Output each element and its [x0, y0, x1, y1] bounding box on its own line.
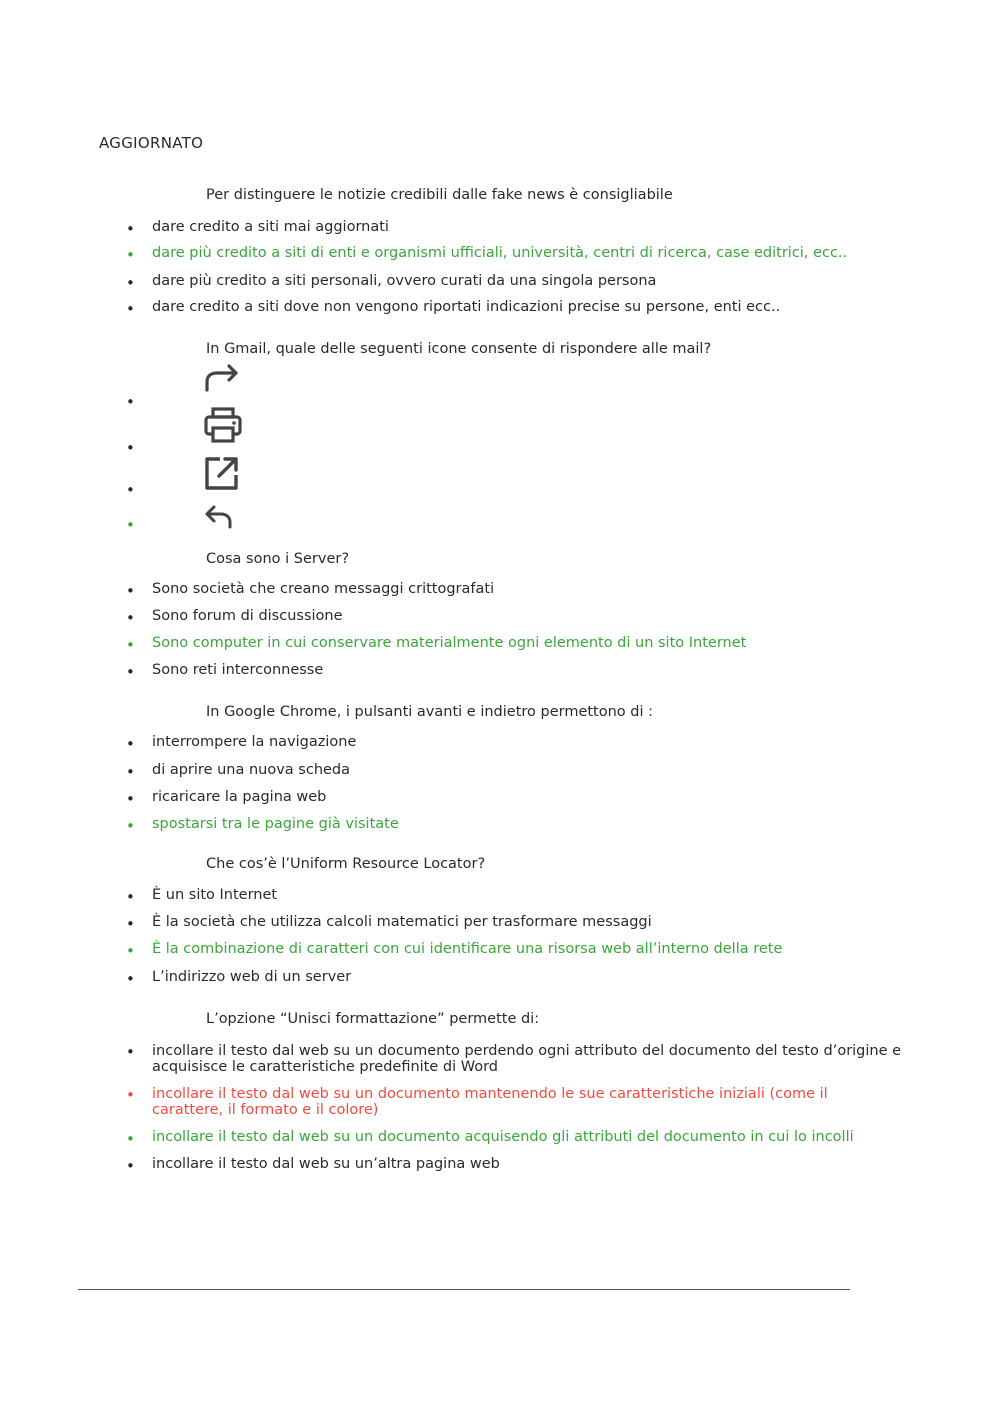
bullet: • [126, 735, 135, 753]
bullet: • [126, 393, 135, 411]
q1-answer-2-correct: dare più credito a siti di enti e organismi ufficiali, università, centri di ricerca, case editrici, ecc.. [152, 245, 848, 261]
bullet: • [126, 274, 135, 292]
question-2: In Gmail, quale delle seguenti icone consente di rispondere alle mail? [206, 341, 712, 357]
q1-answer-1: dare credito a siti mai aggiornati [152, 219, 389, 235]
q4-answer-1: interrompere la navigazione [152, 734, 357, 750]
bullet: • [126, 970, 135, 988]
q6-answer-3-correct: incollare il testo dal web su un documento acquisendo gli attributi del documento in cui lo incolli [152, 1129, 854, 1145]
bullet: • [126, 790, 135, 808]
bullet: • [126, 516, 135, 534]
q6-answer-4: incollare il testo dal web su un’altra pagina web [152, 1156, 500, 1172]
q5-answer-4: L’indirizzo web di un server [152, 969, 352, 985]
bullet: • [126, 888, 135, 906]
forward-icon [203, 360, 243, 396]
bullet: • [126, 220, 135, 238]
q4-answer-2: di aprire una nuova scheda [152, 762, 351, 778]
q5-answer-2: È la società che utilizza calcoli matematici per trasformare messaggi [152, 914, 652, 930]
question-4: In Google Chrome, i pulsanti avanti e indietro permettono di : [206, 704, 654, 720]
q1-answer-4: dare credito a siti dove non vengono riportati indicazioni precise su persone, enti ecc.. [152, 299, 781, 315]
print-icon [203, 405, 243, 445]
bullet: • [126, 1157, 135, 1175]
q3-answer-3-correct: Sono computer in cui conservare materialmente ogni elemento di un sito Internet [152, 635, 747, 651]
bullet: • [126, 481, 135, 499]
reply-icon [203, 502, 243, 532]
q5-answer-3-correct: È la combinazione di caratteri con cui identificare una risorsa web all’interno della rete [152, 941, 783, 957]
bullet: • [126, 1130, 135, 1148]
bullet: • [126, 439, 135, 457]
bullet: • [126, 582, 135, 600]
bullet: • [126, 763, 135, 781]
question-6: L’opzione “Unisci formattazione” permette di: [206, 1011, 540, 1027]
footer-divider [78, 1289, 850, 1290]
q6-answer-2-wrong: incollare il testo dal web su un documento mantenendo le sue caratteristiche iniziali (come il carattere, il formato e il colore) [152, 1086, 828, 1118]
bullet: • [126, 915, 135, 933]
q4-answer-4-correct: spostarsi tra le pagine già visitate [152, 816, 399, 832]
q3-answer-1: Sono società che creano messaggi crittografati [152, 581, 495, 597]
document-title: AGGIORNATO [99, 134, 204, 152]
q1-answer-3: dare più credito a siti personali, ovvero curati da una singola persona [152, 273, 657, 289]
question-5: Che cos’è l’Uniform Resource Locator? [206, 856, 486, 872]
bullet: • [126, 663, 135, 681]
bullet: • [126, 817, 135, 835]
bullet: • [126, 1086, 135, 1104]
question-1: Per distinguere le notizie credibili dalle fake news è consigliabile [206, 187, 673, 203]
bullet: • [126, 609, 135, 627]
bullet: • [126, 246, 135, 264]
bullet: • [126, 300, 135, 318]
question-3: Cosa sono i Server? [206, 551, 350, 567]
bullet: • [126, 942, 135, 960]
bullet: • [126, 1043, 135, 1061]
bullet: • [126, 636, 135, 654]
q3-answer-2: Sono forum di discussione [152, 608, 343, 624]
q4-answer-3: ricaricare la pagina web [152, 789, 327, 805]
open-in-new-icon [203, 455, 243, 491]
q3-answer-4: Sono reti interconnesse [152, 662, 324, 678]
q6-answer-1: incollare il testo dal web su un documento perdendo ogni attributo del documento del testo d’origine e acquisisce le caratteristiche predefinite di Word [152, 1043, 902, 1075]
q5-answer-1: È un sito Internet [152, 887, 278, 903]
